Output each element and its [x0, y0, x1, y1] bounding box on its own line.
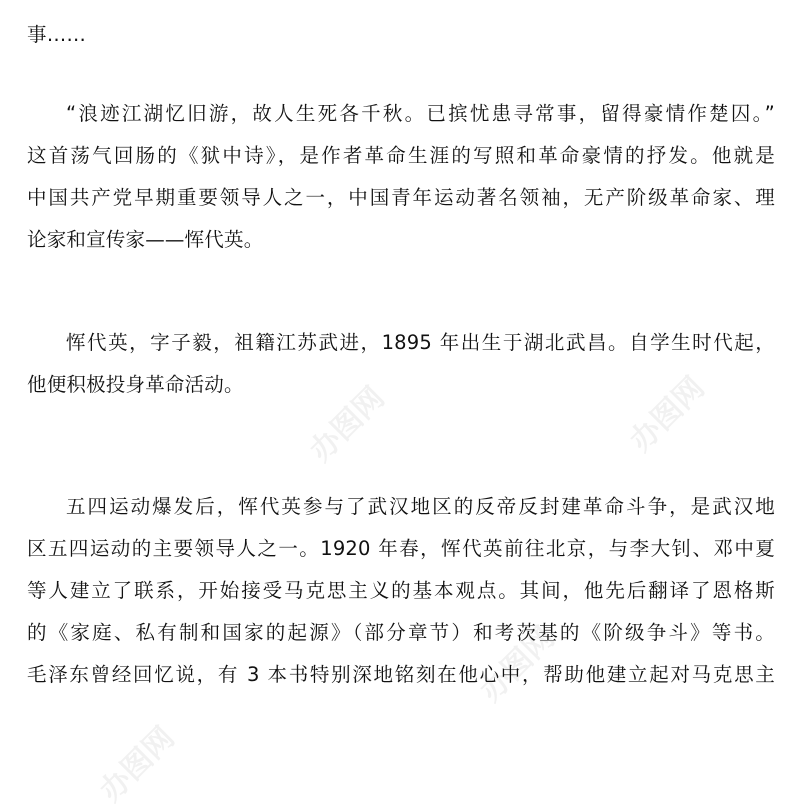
text-line: 他便积极投身革命活动。	[27, 373, 244, 396]
text-line: 区五四运动的主要领导人之一。1920 年春，恽代英前往北京，与李大钊、邓中夏	[27, 537, 775, 560]
text-line: 这首荡气回肠的《狱中诗》，是作者革命生涯的写照和革命豪情的抒发。他就是	[27, 144, 775, 167]
paragraph-continuation	[27, 14, 775, 56]
watermark: 办图网	[473, 620, 562, 709]
text-line: 等人建立了联系，开始接受马克思主义的基本观点。其间，他先后翻译了恩格斯	[27, 579, 775, 602]
text-line: 毛泽东曾经回忆说，有 3 本书特别深地铭刻在他心中，帮助他建立起对马克思主	[27, 663, 775, 686]
watermark: 办图网	[93, 720, 182, 809]
text-line: 恽代英，字子毅，祖籍江苏武进，1895 年出生于湖北武昌。自学生时代起，	[66, 331, 775, 354]
text-line: 的《家庭、私有制和国家的起源》（部分章节）和考茨基的《阶级争斗》等书。	[27, 621, 775, 644]
watermark: 办图网	[623, 370, 712, 459]
watermark: 办图网	[303, 380, 392, 469]
text-line: 中国共产党早期重要领导人之一，中国青年运动著名领袖，无产阶级革命家、理	[27, 186, 775, 209]
paragraph-poem-intro	[27, 93, 775, 261]
text-line: “浪迹江湖忆旧游，故人生死各千秋。已摈忧患寻常事，留得豪情作楚囚。”	[66, 102, 775, 125]
paragraph-may-fourth	[27, 486, 775, 696]
text-line: 事……	[27, 23, 87, 46]
text-line: 五四运动爆发后，恽代英参与了武汉地区的反帝反封建革命斗争，是武汉地	[66, 495, 775, 518]
text-line: 论家和宣传家——恽代英。	[27, 228, 264, 251]
paragraph-biography	[27, 322, 775, 406]
